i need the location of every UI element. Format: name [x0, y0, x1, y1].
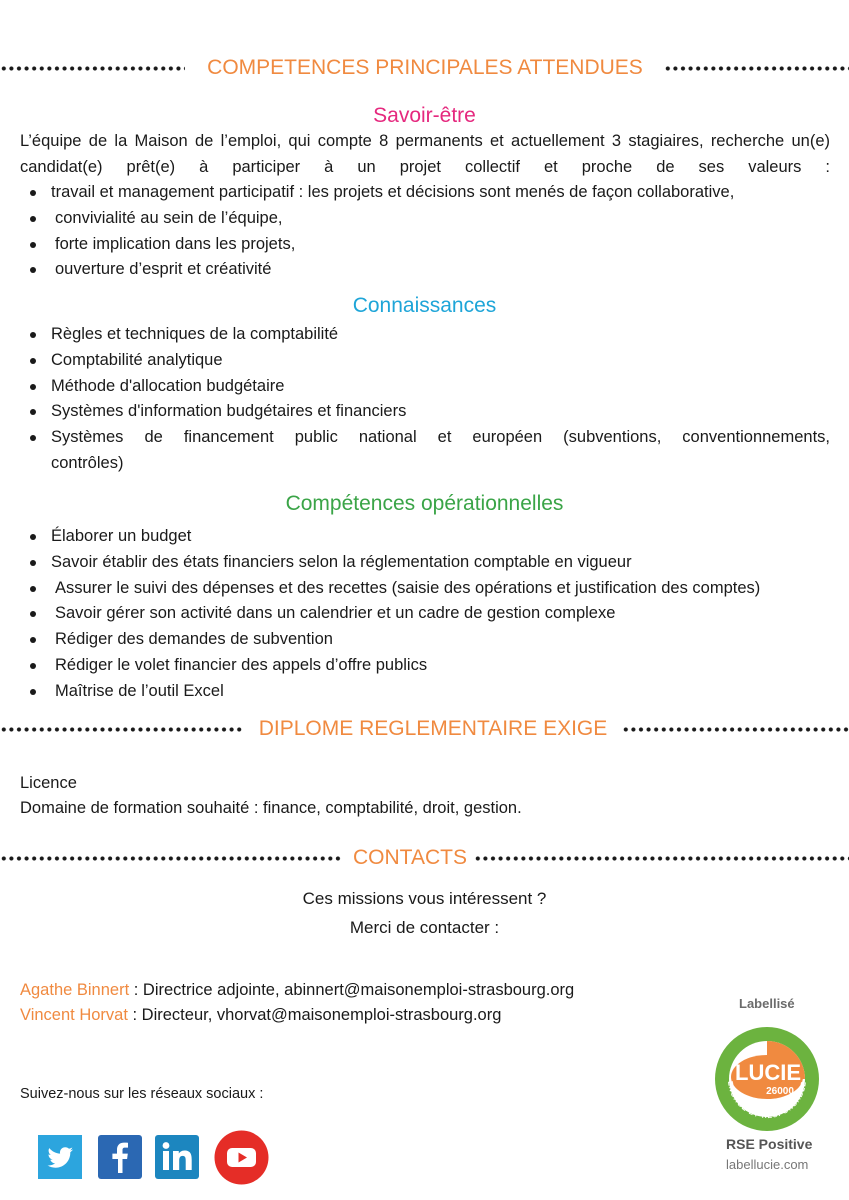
contacts-title: CONTACTS	[353, 846, 467, 869]
list-item: Assurer le suivi des dépenses et des recettes (saisie des opérations et justification des comptes)	[28, 576, 830, 602]
list-item: Savoir établir des états financiers selon la réglementation comptable en vigueur	[28, 550, 830, 576]
contacts-divider	[0, 843, 849, 873]
diplome-level: Licence	[20, 774, 77, 792]
list-item: Systèmes d'information budgétaires et financiers	[28, 399, 830, 425]
list-item	[28, 425, 830, 477]
list-item: travail et management participatif : les projets et décisions sont menés de façon collaborative,	[28, 180, 830, 206]
savoir-etre-heading: Savoir-être	[373, 104, 476, 127]
competences-divider	[0, 53, 849, 83]
competences-operationnelles-heading: Compétences opérationnelles	[285, 492, 564, 515]
list-item: ouverture d’esprit et créativité	[28, 257, 830, 283]
contact-details: : Directrice adjointe, abinnert@maisonemploi-strasbourg.org	[129, 981, 575, 999]
list-item-line: Systèmes de financement public national et européen (subventions, conventionnements,	[51, 428, 830, 447]
diplome-domain: Domaine de formation souhaité : finance, comptabilité, droit, gestion.	[20, 799, 522, 817]
connaissances-list	[28, 322, 830, 477]
list-item: Rédiger le volet financier des appels d’offre publics	[28, 653, 830, 679]
competences-operationnelles-list	[28, 524, 830, 705]
dotted-line-right	[664, 66, 849, 71]
list-item: Comptabilité analytique	[28, 348, 830, 374]
lucie-website: labellucie.com	[726, 1157, 809, 1172]
list-item: Rédiger des demandes de subvention	[28, 627, 830, 653]
contact-name: Vincent Horvat	[20, 1006, 128, 1024]
contact-name: Agathe Binnert	[20, 981, 130, 999]
dotted-line-left	[0, 727, 242, 732]
list-item: convivialité au sein de l’équipe,	[28, 206, 830, 232]
contact-agathe	[20, 978, 574, 1002]
contact-vincent	[20, 1003, 501, 1027]
list-item: Règles et techniques de la comptabilité	[28, 322, 830, 348]
list-item: Savoir gérer son activité dans un calendrier et un cadre de gestion complexe	[28, 601, 830, 627]
dotted-line-right	[622, 727, 849, 732]
contacts-question: Ces missions vous intéressent ?	[302, 889, 547, 908]
diplome-title: DIPLOME REGLEMENTAIRE EXIGE	[258, 717, 608, 740]
list-item: Méthode d'allocation budgétaire	[28, 374, 830, 400]
lucie-ring-text: ENGAGÉ ET RESPONSABLE	[725, 1080, 809, 1121]
contact-details: : Directeur, vhorvat@maisonemploi-strasbourg.org	[127, 1006, 502, 1024]
social-label: Suivez-nous sur les réseaux sociaux :	[20, 1086, 264, 1102]
dotted-line-left	[0, 66, 185, 71]
lucie-name-text: LUCIE	[735, 1060, 801, 1085]
lucie-code-text: 26000	[766, 1086, 794, 1097]
savoir-etre-intro: L’équipe de la Maison de l’emploi, qui compte 8 permanents et actuellement 3 stagiaires, recherche un(e) candidat(e) prêt(e) à participer à un projet collectif et proche de ses valeurs :	[20, 132, 830, 176]
diplome-divider	[0, 714, 849, 744]
twitter-icon[interactable]	[38, 1135, 82, 1179]
list-item: forte implication dans les projets,	[28, 232, 830, 258]
youtube-icon[interactable]	[214, 1130, 269, 1185]
lucie-label-prefix: Labellisé	[739, 996, 795, 1011]
connaissances-heading: Connaissances	[352, 294, 497, 317]
list-item: Élaborer un budget	[28, 524, 830, 550]
dotted-line-left	[0, 856, 343, 861]
contacts-call: Merci de contacter :	[349, 918, 500, 937]
dotted-line-right	[474, 856, 849, 861]
linkedin-icon[interactable]	[155, 1135, 199, 1179]
competences-title: COMPETENCES PRINCIPALES ATTENDUES	[207, 56, 643, 79]
list-item: Maîtrise de l’outil Excel	[28, 679, 830, 705]
rse-positive-label: RSE Positive	[726, 1136, 813, 1152]
facebook-icon[interactable]	[98, 1135, 142, 1179]
lucie-badge-icon	[708, 1020, 826, 1138]
savoir-etre-list	[28, 180, 830, 283]
list-item-line: contrôles)	[51, 453, 124, 472]
